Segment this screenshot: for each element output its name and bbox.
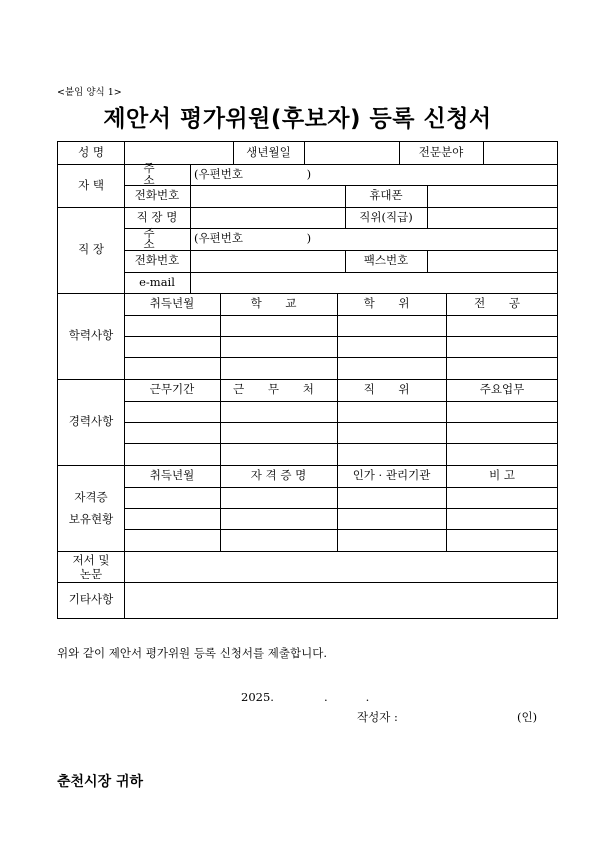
date-year: 2025. [241,690,274,704]
grid-line [483,142,484,164]
career-header-duties: 주요업무 [479,382,525,397]
home-label: 자 택 [78,177,104,192]
work-phone-field[interactable] [190,250,345,272]
other-field[interactable] [124,582,558,618]
grid-line [124,357,558,358]
education-header-degree: 학 위 [363,296,420,311]
name-field[interactable] [124,142,233,164]
grid-line [58,379,558,380]
birth-field[interactable] [304,142,399,164]
name-label: 성 명 [78,145,104,160]
position-field[interactable] [427,207,558,228]
birth-label: 생년월일 [246,145,291,160]
form-title: 제안서 평가위원(후보자) 등록 신청서 [103,106,492,132]
grid-line [427,185,428,207]
declaration-text: 위와 같이 제안서 평가위원 등록 신청서를 제출합니다. [57,646,327,660]
other-label: 기타사항 [68,592,114,607]
field-field[interactable] [483,142,558,164]
home-address-field[interactable]: (우편번호 ) [194,166,312,181]
work-label: 직 장 [78,242,104,257]
license-header-name: 자 격 증 명 [250,468,307,483]
home-phone-label: 전화번호 [134,188,180,203]
career-header-position: 직 위 [363,382,420,397]
workplace-label: 직 장 명 [136,209,178,224]
career-header-workplace: 근 무 처 [233,382,324,397]
grid-line [345,250,346,272]
field-label: 전문분야 [418,145,464,160]
email-field[interactable] [190,272,558,293]
grid-line [124,336,558,337]
grid-line [233,142,234,164]
home-address-label: 주 소 [143,161,171,187]
grid-line [124,185,558,186]
grid-line [58,207,558,208]
grid-line [124,228,558,229]
grid-line [427,250,428,272]
fax-field[interactable] [427,250,558,272]
grid-line [124,250,558,251]
mobile-label: 휴대폰 [369,188,403,203]
work-address-field[interactable]: (우편번호 ) [194,231,312,246]
license-label: 자격증 보유현황 [68,490,114,526]
work-address-label: 주 소 [143,225,171,251]
work-phone-label: 전화번호 [134,253,180,268]
date-sep: . [323,690,328,704]
education-header-major: 전 공 [474,296,530,311]
license-header-date: 취득년월 [149,468,195,483]
education-label: 학력사항 [68,328,114,343]
grid-line [124,582,125,618]
date-sep: . [365,690,370,704]
grid-line [427,207,428,228]
grid-line [124,443,558,444]
grid-line [58,551,558,552]
grid-line [58,293,558,294]
grid-line [399,142,400,164]
home-phone-field[interactable] [190,185,345,207]
grid-line [304,142,305,164]
grid-line [124,487,558,488]
grid-line [58,582,558,583]
education-header-school: 학 교 [250,296,307,311]
grid-line [124,401,558,402]
publications-field[interactable] [124,551,558,582]
grid-line [58,465,558,466]
grid-line [124,529,558,530]
position-label: 직위(직급) [359,209,413,224]
education-header-date: 취득년월 [149,296,195,311]
career-label: 경력사항 [68,414,114,429]
grid-line [124,272,558,273]
date-line [241,690,369,704]
grid-line [124,508,558,509]
fax-label: 팩스번호 [363,253,409,268]
grid-line [58,164,558,165]
email-label: e-mail [139,274,175,289]
mobile-field[interactable] [427,185,558,207]
grid-line [124,422,558,423]
publications-label: 저서 및 논문 [72,552,110,581]
career-header-period: 근무기간 [149,382,195,397]
grid-line [345,185,346,207]
writer-label: 작성자 : [357,710,398,724]
workplace-field[interactable] [190,207,345,228]
addressee: 춘천시장 귀하 [57,774,144,790]
grid-line [124,315,558,316]
seal-mark: (인) [517,710,538,724]
license-header-authority: 인가 · 관리기관 [352,468,431,483]
grid-line [124,142,125,164]
grid-line [345,207,346,228]
attachment-label: <붙임 양식 1> [57,87,122,98]
license-header-note: 비 고 [489,468,515,483]
registration-form [57,141,558,619]
